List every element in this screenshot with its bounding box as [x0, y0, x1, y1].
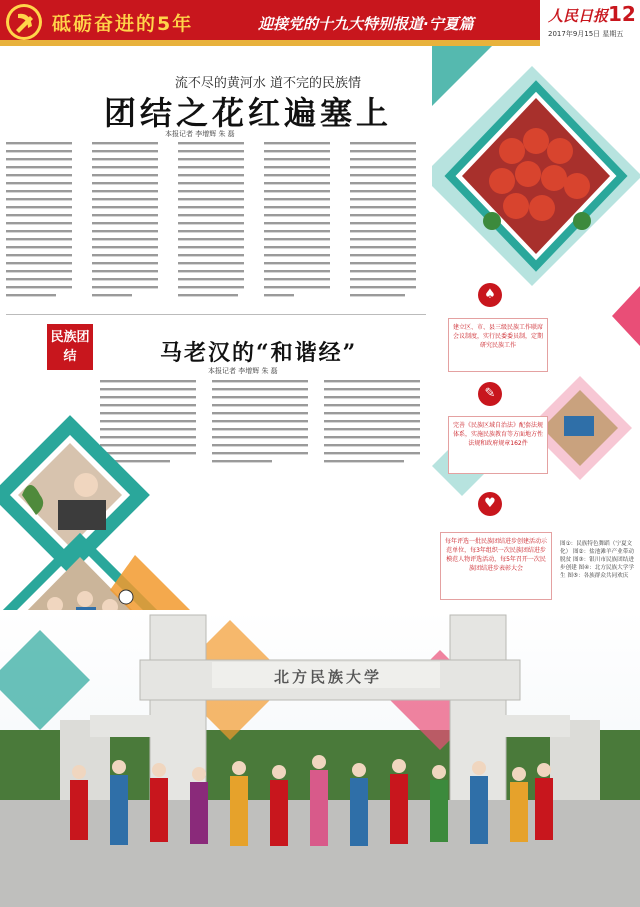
- article1-body-text: [6, 140, 426, 308]
- page-number: 12: [608, 2, 636, 26]
- people-icon: ♠: [478, 283, 502, 307]
- article1-kicker: 流不尽的黄河水 道不完的民族情: [174, 76, 362, 91]
- party-emblem-icon: [4, 2, 44, 42]
- article1-title: 团结之花红遍塞上: [103, 94, 392, 132]
- sidebar-box-3: 每年评选一批民族团结进步创建活动示范单位，每3年组织一次民族团结进步模范人物评选活动，每5年召开一次民族团结进步表彰大会: [440, 532, 552, 600]
- issue-date: 2017年9月15日 星期五: [548, 30, 624, 38]
- section-divider: [6, 314, 426, 315]
- photo-captions: 图①：民族特色舞蹈（宁夏文化） 图②：盐池滩羊产业带动脱贫 图③：银川市民族团结进步创建 图④：北方民族大学学生 图⑤：各族群众共同欢庆: [560, 541, 634, 579]
- gate-photo: [0, 610, 640, 907]
- gate-sign: 北方民族大学: [273, 668, 382, 686]
- article2-byline: 本报记者 李增辉 朱 磊: [208, 367, 278, 375]
- law-book-icon: ✎: [478, 382, 502, 406]
- sidebar-box-2: 完善《民族区域自治法》配套法规体系，实施民族教育等方面地方性法规和政府规章162件: [448, 416, 548, 474]
- article2-title: 马老汉的“和谐经”: [160, 340, 358, 366]
- section-tag: 民族团结: [47, 324, 93, 370]
- banner-title: 砥砺奋进的5年: [52, 13, 194, 35]
- newspaper-logo: 人民日报: [548, 7, 609, 25]
- sidebar-box-1: 建立区、市、县三级民族工作联席会议制度，实行民委委员制，定期研究民族工作: [448, 318, 548, 372]
- handshake-icon: ♥: [478, 492, 502, 516]
- banner-subtitle: 迎接党的十九大特别报道·宁夏篇: [258, 15, 474, 33]
- article1-byline: 本报记者 李增辉 朱 磊: [165, 130, 235, 138]
